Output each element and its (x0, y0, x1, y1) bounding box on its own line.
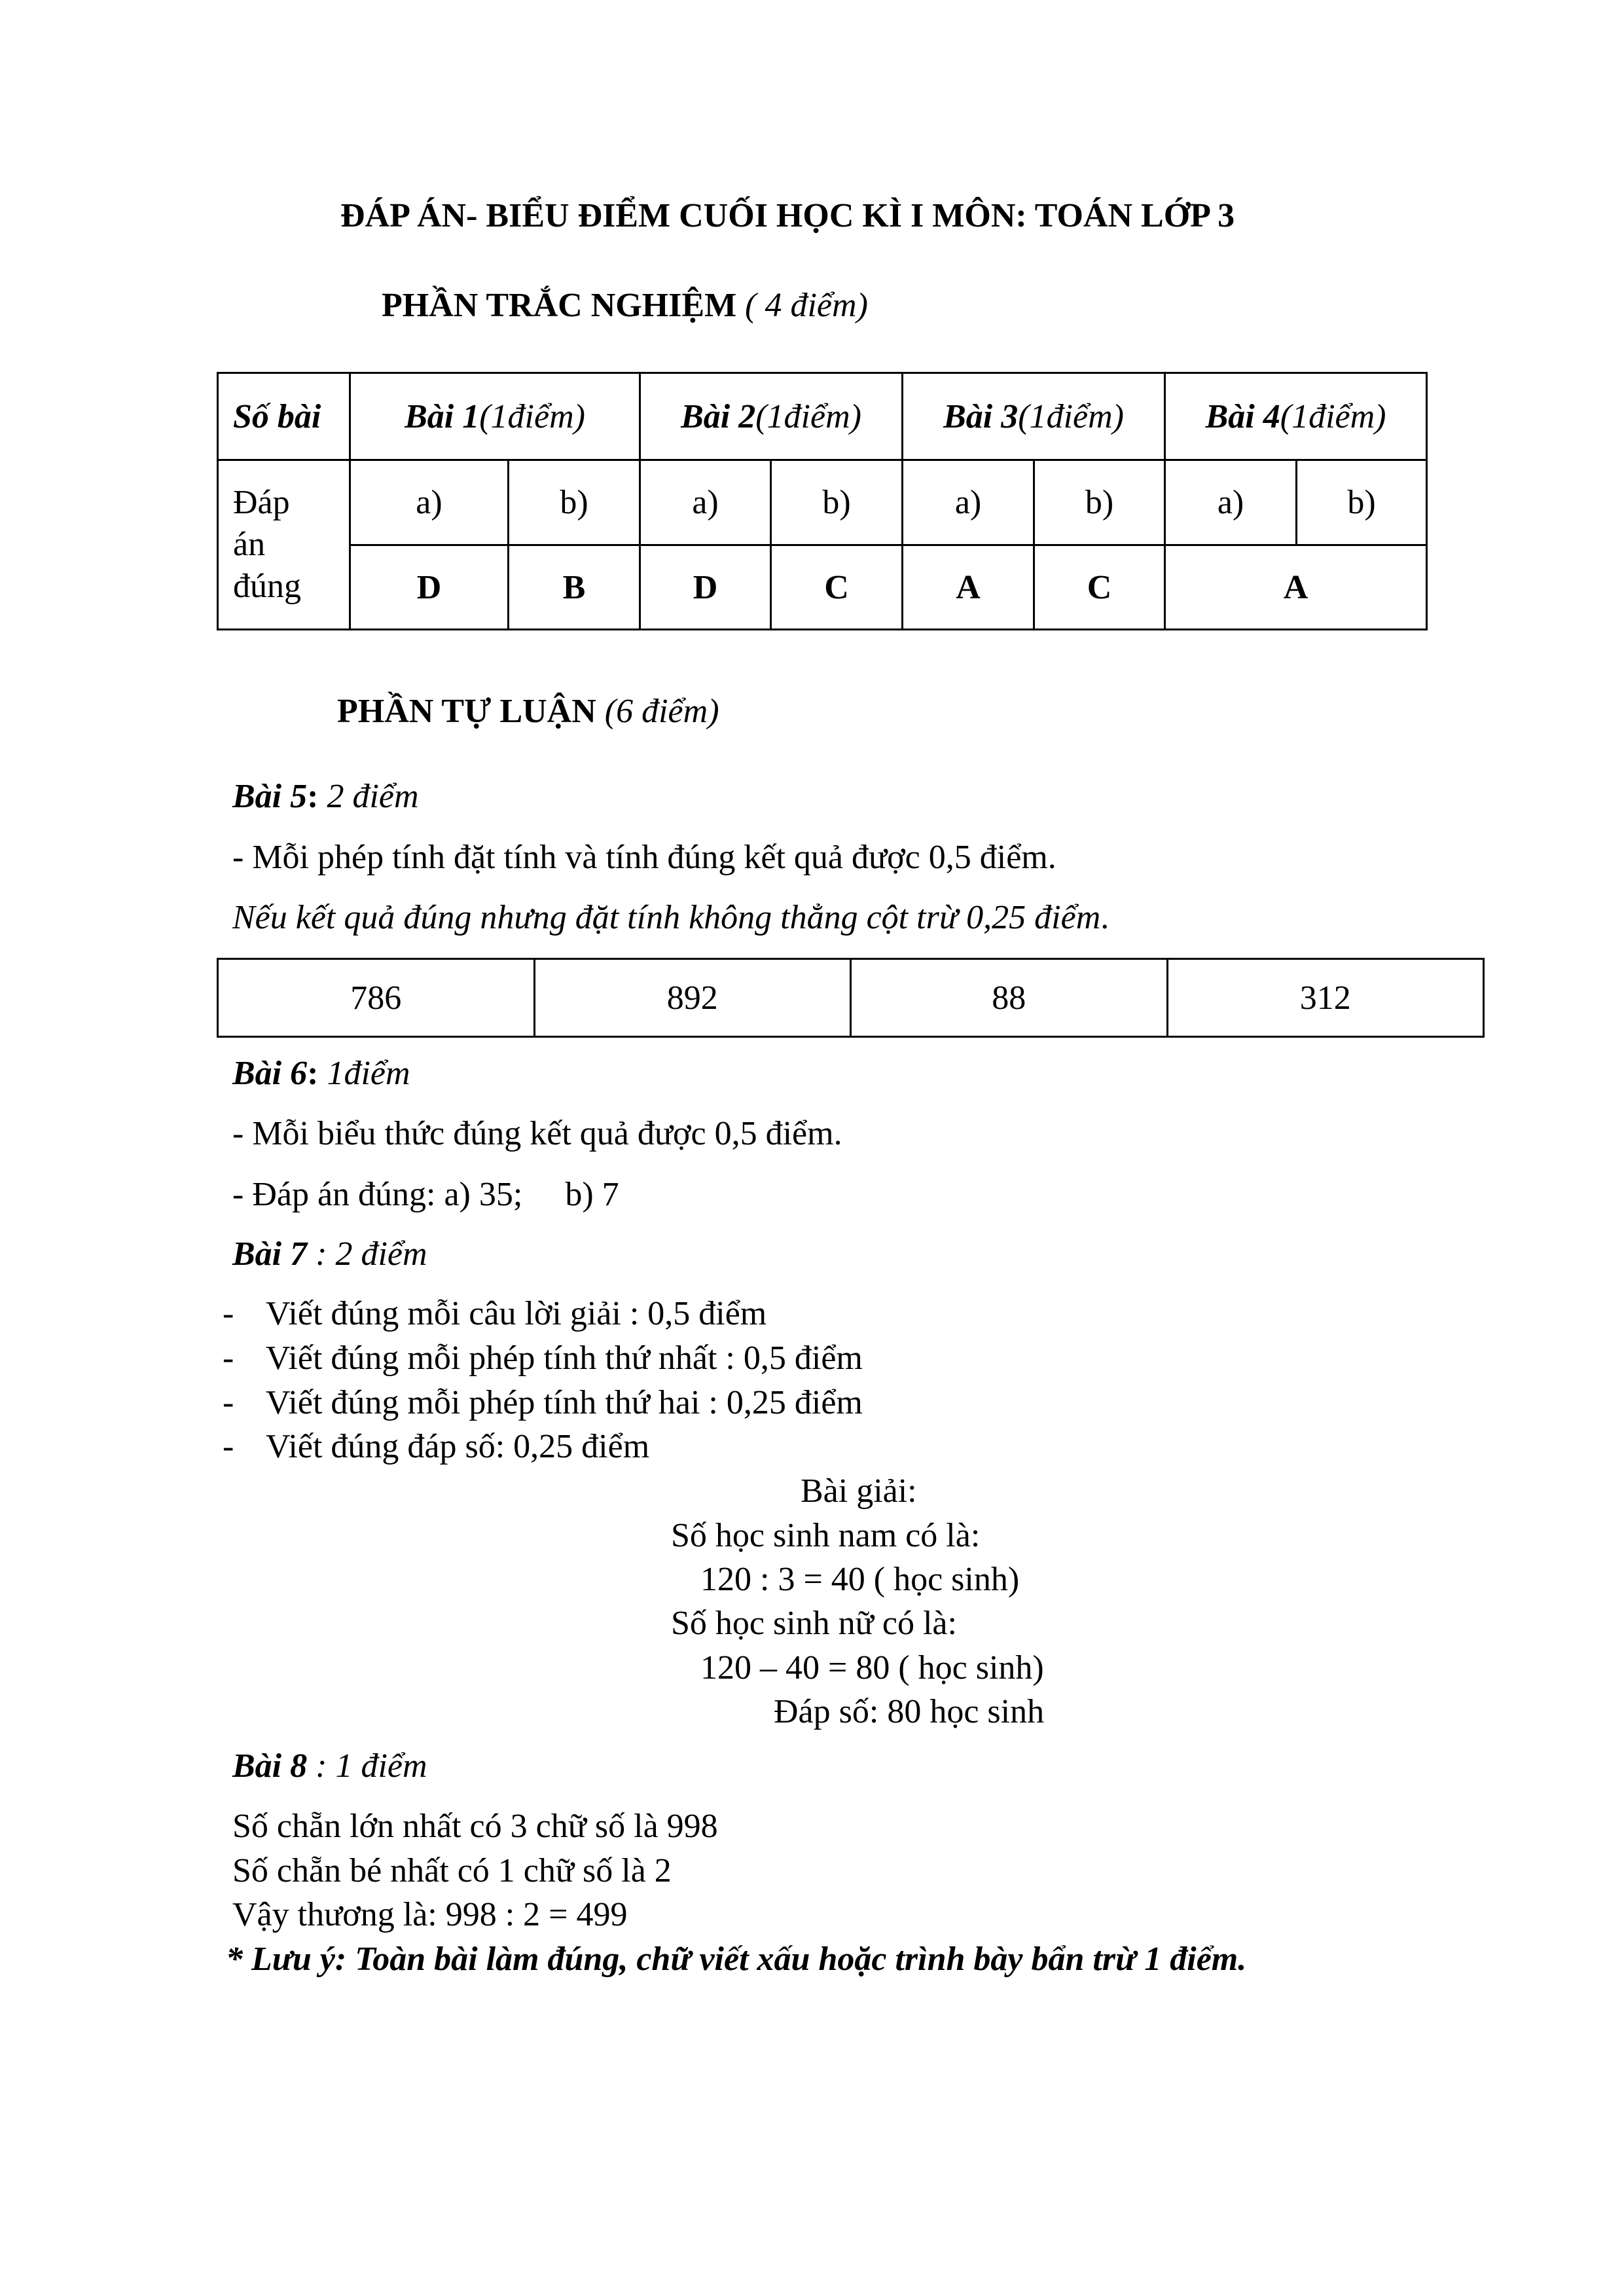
answer-cell: D (350, 545, 509, 630)
header-bai1-label: Bài 1 (405, 397, 480, 435)
bai5-line2-text: Nếu kết quả đúng nhưng đặt tính không thẳng cột trừ 0,25 điểm (232, 899, 1101, 936)
bai5-results-table (217, 958, 1485, 1038)
sub-cell: b) (1034, 460, 1165, 545)
solution-line: Số học sinh nam có là: (671, 1517, 981, 1554)
solution-line: Số học sinh nữ có là: (671, 1605, 957, 1642)
sub-cell: a) (640, 460, 771, 545)
bai5-line1: - Mỗi phép tính đặt tính và tính đúng kết quả được 0,5 điểm. (232, 839, 1056, 876)
bai6-line1: - Mỗi biểu thức đúng kết quả được 0,5 điểm. (232, 1115, 842, 1152)
page-title: ĐÁP ÁN- BIỂU ĐIỂM CUỐI HỌC KÌ I MÔN: TOÁN LỚP 3 (340, 197, 1235, 234)
bai7-bullet (223, 1427, 649, 1466)
header-bai3-points: (1điểm) (1018, 397, 1124, 435)
bai6-label: Bài 6 (232, 1055, 308, 1092)
bai6-line2: - Đáp án đúng: a) 35; b) 7 (232, 1176, 619, 1213)
answer-table-sub-row (218, 460, 1427, 545)
header-bai3 (903, 373, 1165, 460)
bai7-points: : 2 điểm (307, 1235, 427, 1273)
bai8-heading (232, 1747, 427, 1785)
bullet-text: Viết đúng đáp số: 0,25 điểm (266, 1428, 650, 1465)
header-so-bai: Số bài (218, 373, 350, 460)
bai7-bullet (223, 1383, 863, 1422)
bai5-points: 2 điểm (318, 778, 419, 815)
sub-cell: b) (771, 460, 903, 545)
answer-cell: C (771, 545, 903, 630)
result-cell: 892 (534, 959, 851, 1037)
solution-heading: Bài giải: (801, 1472, 917, 1510)
part2-points: (6 điểm) (604, 693, 719, 730)
answer-cell: A (903, 545, 1034, 630)
bai5-colon: : (307, 778, 319, 815)
header-bai3-label: Bài 3 (943, 397, 1019, 435)
row-label-line2: án (233, 526, 266, 563)
bai7-bullet (223, 1339, 863, 1377)
bai8-points: : 1 điểm (307, 1747, 427, 1785)
sub-cell: b) (1297, 460, 1427, 545)
solution-line: 120 – 40 = 80 ( học sinh) (700, 1649, 1044, 1686)
bai5-heading (232, 777, 419, 816)
bai7-heading (232, 1235, 427, 1273)
bai6-heading (232, 1054, 410, 1093)
bullet-dash: - (223, 1384, 234, 1421)
result-cell: 786 (218, 959, 535, 1037)
bai8-line: Số chẵn lớn nhất có 3 chữ số là 998 (232, 1808, 718, 1845)
solution-answer: Đáp số: 80 học sinh (774, 1693, 1045, 1730)
sub-cell: a) (903, 460, 1034, 545)
bai5-results-row (218, 959, 1484, 1037)
part1-points: ( 4 điểm) (745, 287, 868, 324)
sub-cell: b) (509, 460, 640, 545)
sub-cell: a) (1165, 460, 1297, 545)
answer-table (217, 372, 1428, 630)
bullet-dash: - (223, 1339, 234, 1377)
bai5-line2 (232, 898, 1109, 937)
bai8-label: Bài 8 (232, 1747, 308, 1785)
answer-cell: A (1165, 545, 1427, 630)
header-bai2-label: Bài 2 (681, 397, 756, 435)
bullet-text: Viết đúng mỗi phép tính thứ nhất : 0,5 điểm (266, 1339, 863, 1377)
part1-heading (382, 286, 868, 325)
solution-line: 120 : 3 = 40 ( học sinh) (700, 1561, 1020, 1598)
bullet-text: Viết đúng mỗi câu lời giải : 0,5 điểm (266, 1295, 767, 1332)
bai6-colon: : (307, 1055, 319, 1092)
header-bai4-points: (1điểm) (1280, 397, 1386, 435)
header-bai4 (1165, 373, 1427, 460)
part2-heading-text: PHẦN TỰ LUẬN (337, 693, 596, 730)
part2-heading (337, 692, 719, 731)
bai7-label: Bài 7 (232, 1235, 308, 1273)
bai8-line: Vậy thương là: 998 : 2 = 499 (232, 1896, 628, 1933)
part1-heading-text: PHẦN TRẮC NGHIỆM (382, 287, 737, 324)
header-bai4-label: Bài 4 (1205, 397, 1280, 435)
header-bai2 (640, 373, 903, 460)
note: * Lưu ý: Toàn bài làm đúng, chữ viết xấu hoặc trình bày bẩn trừ 1 điểm. (226, 1941, 1247, 1978)
bai6-points: 1điểm (318, 1055, 410, 1092)
bullet-dash: - (223, 1428, 234, 1465)
answer-cell: B (509, 545, 640, 630)
bullet-text: Viết đúng mỗi phép tính thứ hai : 0,25 điểm (266, 1384, 863, 1421)
answer-table-answer-row (218, 545, 1427, 630)
row-label-line3: đúng (233, 568, 301, 605)
bai7-bullet (223, 1294, 767, 1333)
row-label-line1: Đáp (233, 484, 290, 521)
row-label-dap-an-dung (218, 460, 350, 630)
result-cell: 312 (1167, 959, 1484, 1037)
answer-cell: C (1034, 545, 1165, 630)
bai8-line: Số chẵn bé nhất có 1 chữ số là 2 (232, 1852, 672, 1889)
header-bai1-points: (1điểm) (479, 397, 585, 435)
bullet-dash: - (223, 1295, 234, 1332)
bai5-line2-end: . (1100, 899, 1110, 936)
answer-table-header-row (218, 373, 1427, 460)
answer-cell: D (640, 545, 771, 630)
header-bai1 (350, 373, 640, 460)
sub-cell: a) (350, 460, 509, 545)
result-cell: 88 (851, 959, 1168, 1037)
bai5-label: Bài 5 (232, 778, 308, 815)
header-bai2-points: (1điểm) (755, 397, 861, 435)
